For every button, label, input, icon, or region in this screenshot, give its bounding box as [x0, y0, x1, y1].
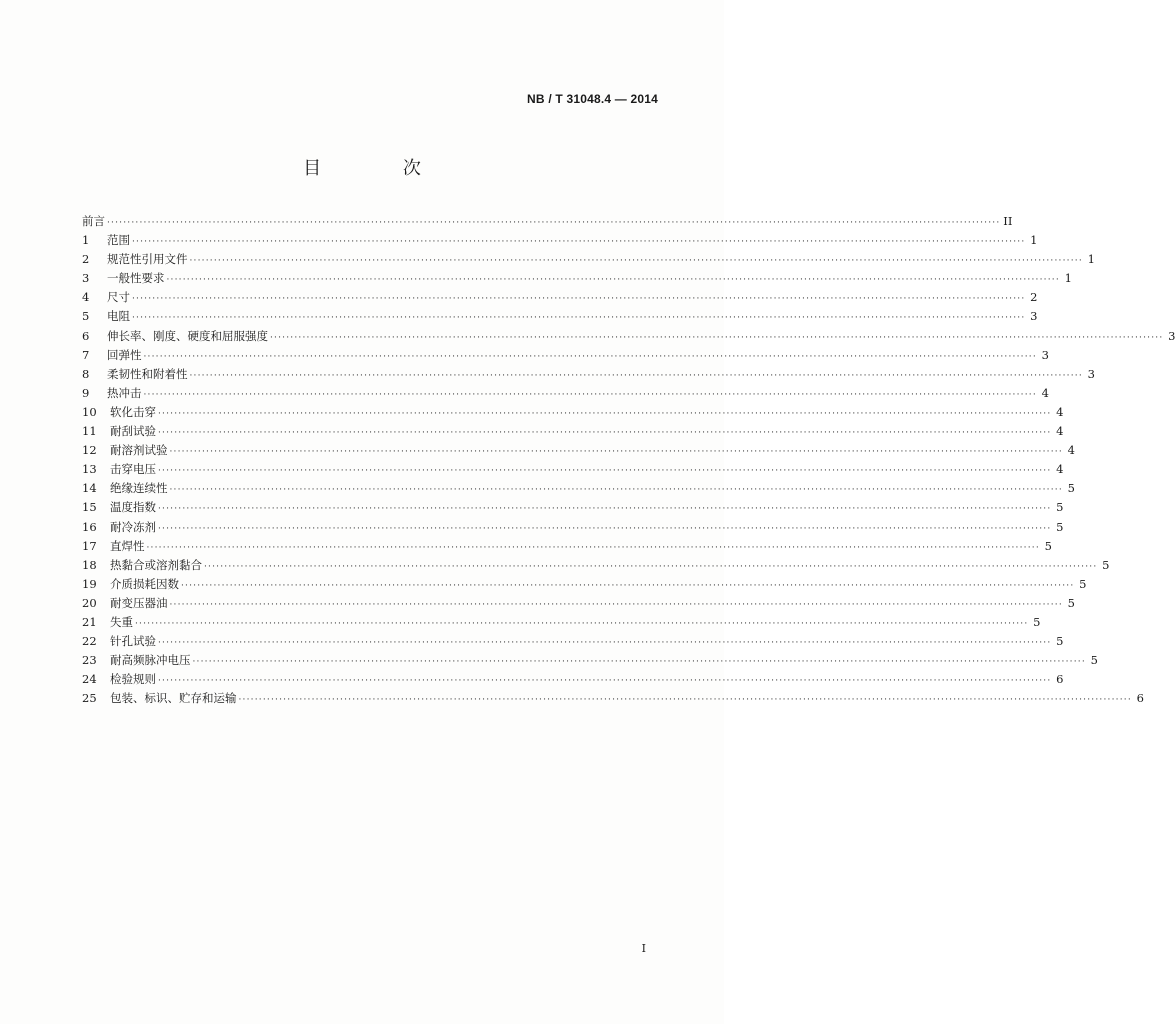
toc-entry[interactable]	[82, 422, 1064, 441]
toc-entry-number: 12	[82, 443, 97, 458]
toc-entry[interactable]	[82, 537, 1052, 556]
dot-leader: ····························································································································································································································	[158, 428, 1052, 439]
toc-entry-page: 3	[1087, 366, 1095, 381]
dot-leader: ····························································································································································································································	[143, 389, 1037, 400]
dot-leader: ····························································································································································································································	[158, 504, 1052, 515]
toc-entry-label: 针孔试验	[110, 634, 156, 649]
toc-entry-page: 5	[1056, 519, 1064, 534]
toc-entry-page: 3	[1168, 328, 1175, 343]
toc-entry-page: 1	[1030, 233, 1038, 248]
toc-entry[interactable]	[82, 460, 1064, 479]
toc-entry[interactable]	[82, 479, 1075, 498]
toc-entry-label: 温度指数	[110, 500, 156, 515]
toc-entry-number: 17	[82, 538, 97, 553]
toc-entry-label: 检验规则	[110, 672, 156, 687]
toc-entry[interactable]	[82, 575, 1087, 594]
toc-entry-number: 2	[82, 252, 90, 267]
toc-entry-page: 4	[1041, 385, 1049, 400]
toc-entry-page: 4	[1056, 424, 1064, 439]
toc-entry-label: 热黏合或溶剂黏合	[110, 557, 202, 572]
toc-entry-label: 热冲击	[107, 385, 142, 400]
dot-leader: ····························································································································································································································	[169, 485, 1063, 496]
toc-entry[interactable]	[82, 518, 1064, 537]
toc-entry-number: 13	[82, 462, 97, 477]
toc-entry-number: 19	[82, 576, 97, 591]
toc-entry-label: 直焊性	[110, 538, 145, 553]
toc-entry[interactable]	[82, 670, 1064, 689]
toc-entry-label: 电阻	[107, 309, 130, 324]
dot-leader: ····························································································································································································································	[189, 256, 1083, 267]
toc-entry-number: 6	[82, 328, 90, 343]
toc-entry-number: 3	[82, 271, 90, 286]
toc-entry-label: 一般性要求	[107, 271, 165, 286]
dot-leader: ····························································································································································································································	[158, 638, 1052, 649]
dot-leader: ····························································································································································································································	[132, 313, 1026, 324]
toc-entry-label: 击穿电压	[110, 462, 156, 477]
dot-leader: ····························································································································································································································	[132, 294, 1026, 305]
toc-entry-page: 4	[1056, 404, 1064, 419]
toc-entry-number: 8	[82, 366, 90, 381]
dot-leader: ····························································································································································································································	[270, 332, 1164, 343]
toc-entry-label: 软化击穿	[110, 404, 156, 419]
toc-entry-number: 15	[82, 500, 97, 515]
toc-entry-page: 5	[1056, 500, 1064, 515]
dot-leader: ····························································································································································································································	[189, 370, 1083, 381]
toc-entry[interactable]	[82, 613, 1041, 632]
toc-entry-page: 5	[1067, 481, 1075, 496]
toc-entry-page: 2	[1030, 290, 1038, 305]
toc-entry[interactable]	[82, 594, 1075, 613]
toc-entry[interactable]	[82, 346, 1049, 365]
toc-entry-page: 5	[1102, 557, 1110, 572]
toc-entry[interactable]	[82, 307, 1038, 326]
toc-entry-page: 1	[1087, 252, 1095, 267]
toc-entry[interactable]	[82, 689, 1144, 708]
dot-leader: ····························································································································································································································	[181, 580, 1075, 591]
dot-leader: ····························································································································································································································	[107, 218, 1001, 228]
dot-leader: ····························································································································································································································	[158, 466, 1052, 477]
toc-entry-page: 5	[1044, 538, 1052, 553]
toc-entry-label: 包装、标识、贮存和运输	[110, 691, 237, 706]
toc-entry-number: 23	[82, 653, 97, 668]
page-title: 目 次	[303, 158, 459, 179]
toc-entry-number: 9	[82, 385, 90, 400]
toc-entry-label: 伸长率、刚度、硬度和屈服强度	[107, 328, 268, 343]
toc-entry[interactable]	[82, 250, 1095, 269]
dot-leader: ····························································································································································································································	[135, 618, 1029, 629]
toc-entry-label: 耐变压器油	[110, 595, 168, 610]
toc-entry-label: 前言	[82, 214, 105, 228]
toc-entry-page: 3	[1030, 309, 1038, 324]
toc-entry[interactable]	[82, 365, 1095, 384]
dot-leader: ····························································································································································································································	[158, 523, 1052, 534]
toc-entry[interactable]	[82, 556, 1110, 575]
toc-entry-page: 6	[1056, 672, 1064, 687]
toc-entry-page: 6	[1136, 691, 1144, 706]
toc-entry-label: 耐溶剂试验	[110, 443, 168, 458]
dot-leader: ····························································································································································································································	[158, 676, 1052, 687]
toc-entry-page: 4	[1056, 462, 1064, 477]
toc-entry-page: 5	[1067, 595, 1075, 610]
toc-entry-page: 3	[1041, 347, 1049, 362]
toc-entry[interactable]	[82, 231, 1038, 250]
toc-entry-number: 25	[82, 691, 97, 706]
toc-entry-label: 范围	[107, 233, 130, 248]
table-of-contents	[82, 212, 1175, 708]
dot-leader: ····························································································································································································································	[169, 599, 1063, 610]
dot-leader: ····························································································································································································································	[192, 657, 1086, 668]
dot-leader: ····························································································································································································································	[146, 542, 1040, 553]
toc-entry-number: 11	[82, 424, 97, 439]
toc-entry-label: 绝缘连续性	[110, 481, 168, 496]
toc-entry-number: 4	[82, 290, 90, 305]
toc-entry-label: 尺寸	[107, 290, 130, 305]
toc-entry[interactable]	[82, 441, 1075, 460]
dot-leader: ····························································································································································································································	[238, 695, 1132, 706]
toc-entry-number: 14	[82, 481, 97, 496]
toc-entry-number: 18	[82, 557, 97, 572]
toc-entry[interactable]	[82, 651, 1098, 670]
toc-entry-page: II	[1003, 214, 1013, 228]
toc-entry[interactable]	[82, 403, 1064, 422]
toc-entry-number: 16	[82, 519, 97, 534]
dot-leader: ····························································································································································································································	[204, 561, 1098, 572]
toc-entry[interactable]	[82, 384, 1049, 403]
toc-entry[interactable]	[82, 269, 1072, 288]
toc-entry-number: 10	[82, 404, 97, 419]
toc-entry[interactable]	[82, 498, 1064, 517]
dot-leader: ····························································································································································································································	[132, 237, 1026, 248]
toc-entry[interactable]	[82, 212, 1013, 231]
toc-entry-label: 耐刮试验	[110, 424, 156, 439]
toc-entry-number: 21	[82, 614, 97, 629]
toc-entry-page: 5	[1079, 576, 1087, 591]
toc-entry-label: 失重	[110, 614, 133, 629]
toc-entry-page: 5	[1090, 653, 1098, 668]
toc-entry-page: 1	[1064, 271, 1072, 286]
dot-leader: ····························································································································································································································	[166, 275, 1060, 286]
toc-entry-number: 7	[82, 347, 90, 362]
toc-entry[interactable]	[82, 327, 1175, 346]
toc-entry-page: 5	[1033, 614, 1041, 629]
standard-code: NB / T 31048.4 — 2014	[527, 92, 658, 106]
dot-leader: ····························································································································································································································	[169, 447, 1063, 458]
toc-entry-number: 5	[82, 309, 90, 324]
toc-entry-page: 5	[1056, 634, 1064, 649]
dot-leader: ····························································································································································································································	[158, 408, 1052, 419]
dot-leader: ····························································································································································································································	[143, 351, 1037, 362]
toc-entry-label: 规范性引用文件	[107, 252, 188, 267]
toc-entry-page: 4	[1067, 443, 1075, 458]
toc-entry-number: 20	[82, 595, 97, 610]
toc-entry-number: 24	[82, 672, 97, 687]
toc-entry[interactable]	[82, 632, 1064, 651]
toc-entry-number: 22	[82, 634, 97, 649]
toc-entry-label: 柔韧性和附着性	[107, 366, 188, 381]
toc-entry-label: 耐高频脉冲电压	[110, 653, 191, 668]
toc-entry-number: 1	[82, 233, 90, 248]
toc-entry-label: 耐冷冻剂	[110, 519, 156, 534]
page-number: I	[641, 942, 646, 955]
toc-entry[interactable]	[82, 288, 1038, 307]
toc-entry-label: 介质损耗因数	[110, 576, 179, 591]
toc-entry-label: 回弹性	[107, 347, 142, 362]
